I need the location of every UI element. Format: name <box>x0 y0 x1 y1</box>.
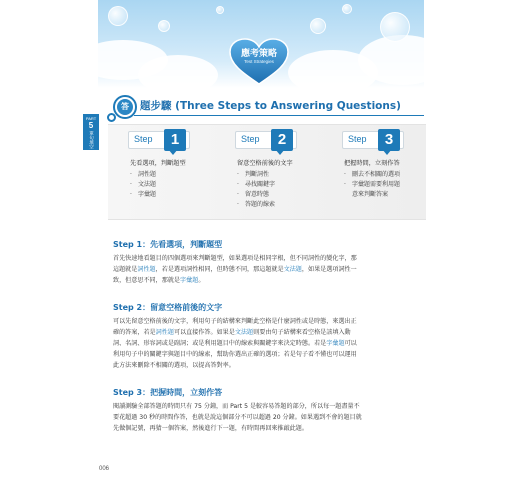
step2-title: Step 2：留意空格前後的文字 <box>113 303 223 312</box>
step2-paragraph <box>113 316 422 371</box>
step-badge <box>128 131 190 149</box>
header-subtitle: Test Strategies <box>244 59 274 64</box>
step-number: 3 <box>378 129 400 151</box>
step-heading: 先看選項，判斷題型 <box>130 160 186 167</box>
steps-panel <box>108 124 426 220</box>
step-pointer-icon <box>168 149 178 155</box>
highlight-term: 詞性題 <box>155 329 174 336</box>
step1-title: Step 1：先看選項，判斷題型 <box>113 240 223 249</box>
step-badge <box>342 131 404 149</box>
step-card-3 <box>326 131 422 200</box>
list-item: ‧ 刪去不相關的選項 <box>344 171 401 178</box>
text-run: 首先快速地看題目的四個選項來判斷題型，如果選項是相同字根，但不同詞性的變化字，那 <box>113 255 357 262</box>
step-list <box>237 170 315 210</box>
step1-paragraph <box>113 253 422 286</box>
heading-badge: 答 <box>117 99 133 115</box>
text-run: ，若是選項詞性相同，但時態不同，那這題就是 <box>155 266 284 273</box>
list-item: ‧ 答題的線索 <box>237 201 276 208</box>
text-run: 確的答案，若是 <box>113 329 156 336</box>
list-item: ‧ 字彙題 <box>130 191 157 198</box>
step-list <box>130 170 208 200</box>
highlight-term: 文法題 <box>234 329 254 336</box>
list-item: ‧ 文法題 <box>130 181 157 188</box>
side-tab-part: PART <box>85 116 97 121</box>
step-list <box>344 170 422 200</box>
text-run: 致，但意思不同，那就是 <box>113 277 181 284</box>
side-tab-number: 5 <box>88 121 94 130</box>
text-run: ，如果是選項詞性一 <box>301 266 357 273</box>
paragraph-line <box>113 412 422 423</box>
step-badge <box>235 131 297 149</box>
paragraph-line <box>113 401 422 412</box>
highlight-term: 字彙題 <box>326 340 345 347</box>
text-run: 可以直接作答。如果是 <box>173 329 235 336</box>
text-run: 要花超過 30 秒的時間作答，也就是說這個部分不可以超過 20 分鐘。如果遇到不會的題目就 <box>113 414 362 421</box>
bubble <box>342 4 352 14</box>
step3-title: Step 3：把握時間，立刻作答 <box>113 388 223 397</box>
step-word: Step <box>348 134 367 144</box>
text-run: 這題就是 <box>113 266 138 273</box>
list-item: ‧ 詞性題 <box>130 171 157 178</box>
side-tab-label: 單句填空 <box>88 131 94 149</box>
step-number: 1 <box>164 129 186 151</box>
heart-badge <box>228 38 290 86</box>
highlight-term: 文法題 <box>283 266 302 273</box>
step-card-2 <box>219 131 315 210</box>
list-item: ‧ 判斷詞性 <box>237 171 270 178</box>
step-heading: 把握時間，立刻作答 <box>344 160 400 167</box>
list-item: 意來判斷答案 <box>352 191 389 198</box>
part-side-tab <box>83 114 99 150</box>
paragraph-line <box>113 316 422 327</box>
step-card-1 <box>112 131 208 200</box>
heading-underline <box>134 115 424 116</box>
paragraph-line <box>113 349 422 360</box>
highlight-term: 詞性題 <box>137 266 156 273</box>
text-run: 。 <box>198 277 205 284</box>
section-heading: 題步驟 (Three Steps to Answering Questions) <box>140 100 401 112</box>
paragraph-line <box>113 327 422 338</box>
page-number: 006 <box>99 466 110 472</box>
text-run: 此方法來刪除不相關的選項，以提高答對率。 <box>113 362 235 369</box>
bubble <box>158 20 170 32</box>
step3-paragraph <box>113 401 422 434</box>
text-run: 閱讀測驗全部答題的時間只有 75 分鐘，而 Part 5 是較容易答題的部分，所以每一題盡量不 <box>113 403 360 410</box>
text-run: 利用句子中的關鍵字與題目中的線索，幫助你選出正確的選項；若是句子看不懂也可以運用 <box>113 351 357 358</box>
paragraph-line <box>113 338 422 349</box>
paragraph-line <box>113 360 422 371</box>
paragraph-line <box>113 264 422 275</box>
text-run: 則要由句子結構來看空格是該填入動 <box>253 329 351 336</box>
list-item: ‧ 尋找關鍵字 <box>237 181 276 188</box>
paragraph-line <box>113 253 422 264</box>
list-item: ‧ 字彙題需要利用題 <box>344 181 401 188</box>
step-word: Step <box>241 134 260 144</box>
sky-banner <box>98 0 424 88</box>
step-pointer-icon <box>382 149 392 155</box>
step-heading: 留意空格前後的文字 <box>237 160 293 167</box>
cloud <box>138 55 218 88</box>
bubble <box>310 18 326 34</box>
highlight-term: 字彙題 <box>180 277 199 284</box>
step-pointer-icon <box>275 149 285 155</box>
paragraph-line <box>113 423 422 434</box>
bubble <box>216 6 224 14</box>
list-item: ‧ 留意時態 <box>237 191 270 198</box>
text-run: 可以 <box>344 340 357 347</box>
text-run: 先做個記號，再猜一個答案，然後進行下一題，有時間再回來推敲此題。 <box>113 425 308 432</box>
step-word: Step <box>134 134 153 144</box>
text-run: 可以先留意空格前後的文字，利用句子的結構來判斷此空格是什麼詞性或是時態，來選出正 <box>113 318 357 325</box>
paragraph-line <box>113 275 422 286</box>
step-number: 2 <box>271 129 293 151</box>
bubble <box>380 12 410 42</box>
header-title: 應考策略 <box>240 49 277 59</box>
text-run: 詞、名詞、形容詞或是副詞；或是利用題目中的線索與關鍵字來決定時態。若是 <box>113 340 327 347</box>
bubble <box>108 6 128 26</box>
